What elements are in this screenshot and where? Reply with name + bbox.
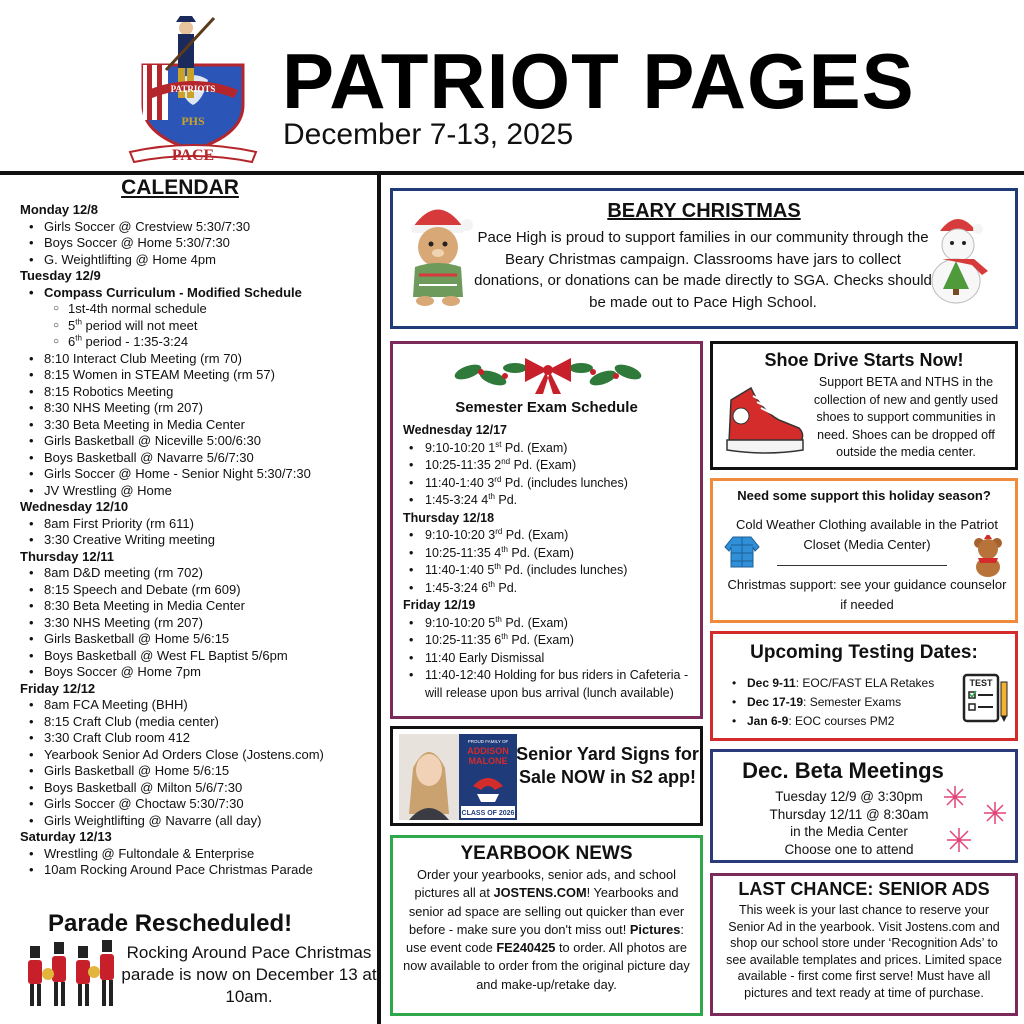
list-item: • Yearbook Senior Ad Orders Close (Jostens.com) <box>20 747 375 764</box>
jacket-icon <box>723 533 761 569</box>
senior-ads-title: LAST CHANCE: SENIOR ADS <box>738 879 990 899</box>
list-item: • 8:15 Women in STEAM Meeting (rm 57) <box>20 367 375 384</box>
testing-list <box>727 674 957 731</box>
shoe-text: Support BETA and NTHS in the collection of new and gently used shoes to support communities in need. Shoes can be dropped off outside the media center. <box>813 375 999 459</box>
header-divider <box>0 171 1024 175</box>
teddy-bear-icon <box>968 535 1008 577</box>
list-item: • 3:30 Creative Writing meeting <box>20 532 375 549</box>
list-item: • Boys Soccer @ Home 7pm <box>20 664 375 681</box>
yard-signs-box <box>390 726 703 826</box>
list-item: • Girls Soccer @ Crestview 5:30/7:30 <box>20 219 375 236</box>
polar-bear-icon <box>918 209 1008 309</box>
list-item: • 9:10-10:20 1st Pd. (Exam) <box>403 440 698 458</box>
list-item: • 10:25-11:35 6th Pd. (Exam) <box>403 632 698 650</box>
yard-sign-photo <box>399 734 517 820</box>
list-item: • Girls Basketball @ Home 5/6:15 <box>20 631 375 648</box>
list-item: • JV Wrestling @ Home <box>20 483 375 500</box>
day-heading: Thursday 12/11 <box>20 548 114 564</box>
sparkle-icon <box>935 782 1015 857</box>
list-item: • 9:10-10:20 3rd Pd. (Exam) <box>403 527 698 545</box>
page-title: PATRIOT PAGES <box>282 37 915 125</box>
column-divider <box>377 175 381 1024</box>
christmas-bear-icon <box>401 197 476 307</box>
shoe-drive-box <box>710 341 1018 470</box>
list-item: • Boys Basketball @ West FL Baptist 5/6pm <box>20 648 375 665</box>
marching-band-icon <box>20 940 125 1015</box>
list-item: • 11:40 Early Dismissal <box>403 650 698 668</box>
sneaker-icon <box>721 380 806 460</box>
support-clothing-text: Cold Weather Clothing available in the Patriot Closet (Media Center) <box>735 517 999 552</box>
logo-banner: PATRIOTS <box>170 84 216 94</box>
list-item: • 8:10 Interact Club Meeting (rm 70) <box>20 351 375 368</box>
list-item: • Boys Basketball @ Navarre 5/6/7:30 <box>20 450 375 467</box>
list-item: • 8am FCA Meeting (BHH) <box>20 697 375 714</box>
svg-text:TEST: TEST <box>969 678 993 688</box>
list-item: • 10:25-11:35 4th Pd. (Exam) <box>403 545 698 563</box>
support-title: Need some support this holiday season? <box>737 488 991 503</box>
day-heading: Wednesday 12/17 <box>403 423 507 437</box>
senior-ads-box <box>710 873 1018 1016</box>
beta-meetings-box <box>710 749 1018 863</box>
list-item: • 8:15 Craft Club (media center) <box>20 714 375 731</box>
senior-ads-text: This week is your last chance to reserve your Senior Ad in the yearbook. Visit Jostens.com and shop our school store under ‘Recognition Ads’ to see available templates and prices. Limited space available - first come first serve! Must have all pictures and text ready at time of purchase. <box>726 903 1002 1000</box>
sub-item: ○ 6th period - 1:35-3:24 <box>20 334 375 351</box>
day-heading: Saturday 12/13 <box>20 829 112 844</box>
list-item: • Compass Curriculum - Modified Schedule <box>20 285 375 302</box>
parade-title: Parade Rescheduled! <box>48 910 293 937</box>
sub-item: ○ 1st-4th normal schedule <box>20 301 375 318</box>
list-item: • Dec 9-11: EOC/FAST ELA Retakes <box>727 674 957 693</box>
day-heading: Thursday 12/18 <box>403 510 495 525</box>
day-heading: Monday 12/8 <box>20 202 99 217</box>
list-item: • Jan 6-9: EOC courses PM2 <box>727 712 957 731</box>
yearbook-title: YEARBOOK NEWS <box>460 843 633 864</box>
yearbook-news-box <box>390 835 703 1016</box>
support-guidance-text: Christmas support: see your guidance counselor if needed <box>727 577 1007 612</box>
list-item: • Girls Soccer @ Home - Senior Night 5:30/7:30 <box>20 466 375 483</box>
yard-signs-text: Senior Yard Signs for Sale NOW in S2 app! <box>516 744 699 787</box>
list-item: • 3:30 Beta Meeting in Media Center <box>20 417 375 434</box>
list-item: • G. Weightlifting @ Home 4pm <box>20 252 375 269</box>
list-item: • 8:30 Beta Meeting in Media Center <box>20 598 375 615</box>
testing-title: Upcoming Testing Dates: <box>750 642 978 663</box>
yearbook-text: Order your yearbooks, senior ads, and school pictures all at JOSTENS.COM! Yearbooks and senior ad space are selling out quicker than ever before - make sure you don't miss out! Pictures: use event code FE240425 to order. All photos are now available to order from the original picture day and make-up/retake day. <box>403 867 690 992</box>
issue-dates: December 7-13, 2025 <box>283 118 574 151</box>
list-item: • 3:30 Craft Club room 412 <box>20 730 375 747</box>
beary-text: Pace High is proud to support families in our community through the Beary Christmas campaign. Classrooms have jars to collect donations, or donations can be made directly to SGA. Checks should be made out to Pace High School. <box>474 229 932 311</box>
sub-item: ○ 5th period will not meet <box>20 318 375 335</box>
patriot-logo <box>128 10 258 165</box>
testing-dates-box <box>710 631 1018 741</box>
list-item: • 11:40-1:40 3rd Pd. (includes lunches) <box>403 475 698 493</box>
day-heading: Tuesday 12/9 <box>20 268 101 283</box>
list-item: • 1:45-3:24 4th Pd. <box>403 492 698 510</box>
list-item: • 11:40-12:40 Holding for bus riders in Cafeteria - will release upon bus arrival (lunch available) <box>403 667 698 702</box>
list-item: • 9:10-10:20 5th Pd. (Exam) <box>403 615 698 633</box>
support-divider <box>777 565 947 566</box>
parade-text: Rocking Around Pace Christmas parade is now on December 13 at 10am. <box>121 943 377 1006</box>
svg-text:ADDISON: ADDISON <box>467 746 509 756</box>
list-item: • 1:45-3:24 6th Pd. <box>403 580 698 598</box>
list-item: • Girls Soccer @ Choctaw 5:30/7:30 <box>20 796 375 813</box>
list-item: • 8am First Priority (rm 611) <box>20 516 375 533</box>
list-item: • Dec 17-19: Semester Exams <box>727 693 957 712</box>
svg-text:CLASS OF 2026: CLASS OF 2026 <box>461 810 515 817</box>
beary-christmas-box <box>390 188 1018 329</box>
day-heading: Friday 12/19 <box>403 598 476 612</box>
list-item: • 8:15 Speech and Debate (rm 609) <box>20 582 375 599</box>
list-item: • 8:30 NHS Meeting (rm 207) <box>20 400 375 417</box>
calendar-title: CALENDAR <box>121 176 239 199</box>
holly-bow-icon <box>453 350 643 396</box>
list-item: • Boys Basketball @ Milton 5/6/7:30 <box>20 780 375 797</box>
list-item: • Girls Basketball @ Home 5/6:15 <box>20 763 375 780</box>
list-item: • Girls Basketball @ Niceville 5:00/6:30 <box>20 433 375 450</box>
test-paper-icon <box>961 672 1011 724</box>
holiday-support-box <box>710 478 1018 623</box>
list-item: • 8:15 Robotics Meeting <box>20 384 375 401</box>
exam-list <box>403 422 698 702</box>
svg-text:MALONE: MALONE <box>468 756 508 766</box>
calendar-section <box>20 176 375 879</box>
list-item: • 10am Rocking Around Pace Christmas Parade <box>20 862 375 879</box>
list-item: • 8am D&D meeting (rm 702) <box>20 565 375 582</box>
logo-school: PACE <box>171 147 215 164</box>
list-item: • Boys Soccer @ Home 5:30/7:30 <box>20 235 375 252</box>
exam-schedule-box <box>390 341 703 719</box>
beta-title: Dec. Beta Meetings <box>742 758 944 783</box>
day-heading: Wednesday 12/10 <box>20 499 129 514</box>
list-item: • Wrestling @ Fultondale & Enterprise <box>20 846 375 863</box>
list-item: • Girls Weightlifting @ Navarre (all day) <box>20 813 375 830</box>
logo-letters: PHS <box>181 114 205 128</box>
beary-title: BEARY CHRISTMAS <box>607 200 801 222</box>
list-item: • 3:30 NHS Meeting (rm 207) <box>20 615 375 632</box>
beta-text: Tuesday 12/9 @ 3:30pm Thursday 12/11 @ 8:30am in the Media Center Choose one to attend <box>769 789 929 857</box>
list-item: • 11:40-1:40 5th Pd. (includes lunches) <box>403 562 698 580</box>
shoe-title: Shoe Drive Starts Now! <box>764 350 964 370</box>
day-heading: Friday 12/12 <box>20 680 96 696</box>
svg-text:PROUD FAMILY OF: PROUD FAMILY OF <box>467 739 509 744</box>
exam-title: Semester Exam Schedule <box>455 399 638 416</box>
list-item: • 10:25-11:35 2nd Pd. (Exam) <box>403 457 698 475</box>
